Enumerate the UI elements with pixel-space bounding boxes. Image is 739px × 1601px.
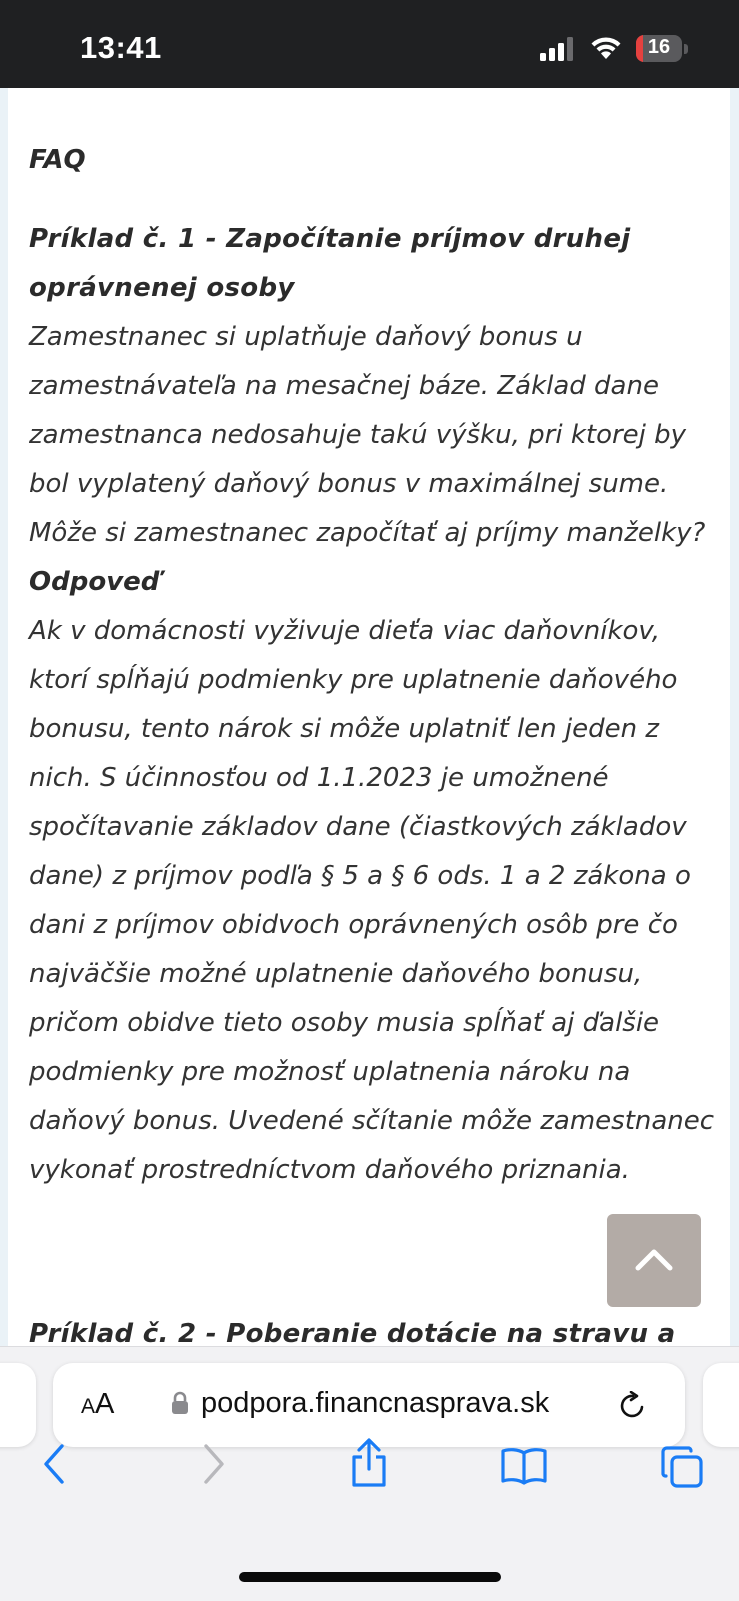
url-text[interactable]: podpora.financnasprava.sk bbox=[201, 1387, 550, 1419]
answer-1-body: Ak v domácnosti vyživuje dieťa viac daňovníkov, ktorí spĺňajú podmienky pre uplatnenie daňového bonusu, tento nárok si môže uplatniť len jeden z nich. S účinnosťou od 1.1.2023 je umožnené spočítavanie základov dane (čiastkových základov dane) z príjmov podľa § 5 a § 6 ods. 1 a 2 zákona o dani z príjmov obidvoch oprávnených osôb pre čo najväčšie možné uplatnenie daňového bonusu, pričom obidve tieto osoby musia spĺňať aj ďalšie podmienky pre možnosť uplatnenia nároku na daňový bonus. Uvedené sčítanie môže zamestnanec vykonať prostredníctvom daňového priznania. bbox=[29, 616, 715, 1185]
back-icon[interactable] bbox=[38, 1442, 72, 1486]
battery-icon bbox=[636, 35, 682, 62]
question-2-title: Príklad č. 2 - Poberanie dotácie na stravu a bbox=[29, 1319, 676, 1346]
share-icon[interactable] bbox=[348, 1437, 390, 1489]
reload-icon[interactable] bbox=[618, 1391, 648, 1421]
page-format-button[interactable]: AA bbox=[81, 1388, 115, 1420]
lock-icon bbox=[171, 1391, 189, 1415]
address-bar[interactable] bbox=[53, 1363, 685, 1447]
question-1-title: Príklad č. 1 - Započítanie príjmov druhej oprávnenej osoby bbox=[29, 224, 631, 303]
wifi-icon bbox=[590, 35, 622, 61]
forward-icon[interactable] bbox=[196, 1442, 230, 1486]
browser-toolbar bbox=[0, 1346, 739, 1601]
answer-1-label: Odpoveď bbox=[29, 567, 160, 597]
cellular-signal-icon bbox=[540, 37, 578, 61]
next-tab-preview[interactable] bbox=[703, 1363, 739, 1447]
article-content bbox=[29, 136, 719, 1195]
status-time: 13:41 bbox=[80, 30, 162, 65]
question-1-body: Zamestnanec si uplatňuje daňový bonus u zamestnávateľa na mesačnej báze. Základ dane zamestnanca nedosahuje takú výšku, pri ktorej by bol vyplatený daňový bonus v maximálnej sume. Môže si zamestnanec započítať aj príjmy manželky? bbox=[29, 322, 706, 548]
bookmarks-icon[interactable] bbox=[500, 1447, 548, 1485]
web-page[interactable] bbox=[8, 88, 730, 1346]
faq-heading: FAQ bbox=[29, 145, 86, 175]
battery-cap bbox=[684, 44, 688, 54]
scroll-to-top-button[interactable] bbox=[607, 1214, 701, 1307]
home-indicator bbox=[239, 1572, 501, 1582]
previous-tab-preview[interactable] bbox=[0, 1363, 36, 1447]
status-bar bbox=[0, 0, 739, 88]
chevron-up-icon bbox=[634, 1244, 674, 1274]
tabs-icon[interactable] bbox=[660, 1445, 704, 1489]
battery-level: 16 bbox=[647, 36, 671, 58]
